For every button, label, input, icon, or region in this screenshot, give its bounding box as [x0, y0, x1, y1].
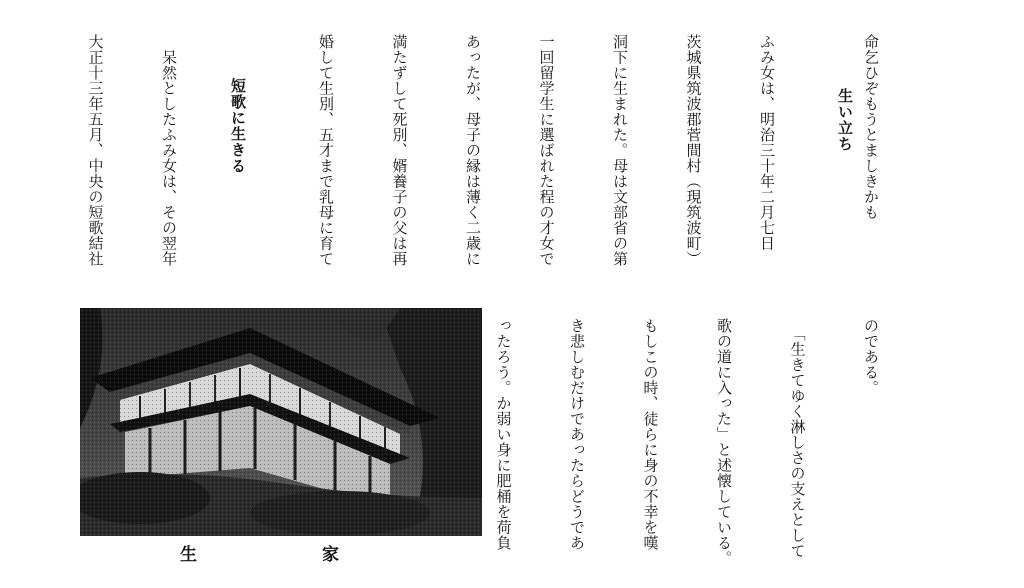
section-heading-tanka: 短歌に生きる — [229, 78, 247, 174]
text-line: ふみ女は、明治三十年二月七日 — [758, 34, 776, 251]
photo-caption-left: 生 — [180, 545, 197, 565]
text-line: 満たずして死別、婿養子の父は再 — [390, 34, 409, 267]
text-line: 洞下に生まれた。母は文部省の第 — [611, 34, 629, 267]
intro-text — [852, 34, 932, 254]
text-line: 命乞ひぞもうとましきかも — [862, 34, 880, 220]
text-line: もしこの時、徒らに身の不幸を嘆 — [641, 318, 660, 551]
section-heading-birth: 生い立ち — [836, 88, 854, 152]
text-line: 歌の道に入った」と述懐している。 — [715, 318, 733, 566]
text-line: 呆然としたふみ女は、その翌年 — [160, 34, 178, 267]
birth-house-photo — [80, 308, 482, 536]
text-line: ったろう。か弱い身に肥桶を荷負 — [494, 318, 513, 551]
continuation-text — [486, 318, 932, 580]
photo-caption-right: 家 — [322, 545, 339, 565]
text-line: 「生きてゆく淋しさの支えとして — [788, 318, 807, 559]
text-line: 大正十三年五月、中央の短歌結社 — [86, 34, 105, 267]
text-line: のである。 — [862, 318, 880, 396]
text-line: 婚して生別、五才まで乳母に育て — [317, 34, 335, 267]
text-line: あったが、母子の縁は薄く二歳に — [464, 34, 482, 267]
birth-section-text — [298, 34, 828, 314]
text-line: き悲しむだけであったらどうであ — [568, 318, 586, 551]
text-line: 一回留学生に選ばれた程の才女で — [537, 34, 556, 267]
text-line: 茨城県筑波郡菅間村（現筑波町） — [684, 34, 703, 267]
tanka-section-text — [52, 34, 230, 314]
